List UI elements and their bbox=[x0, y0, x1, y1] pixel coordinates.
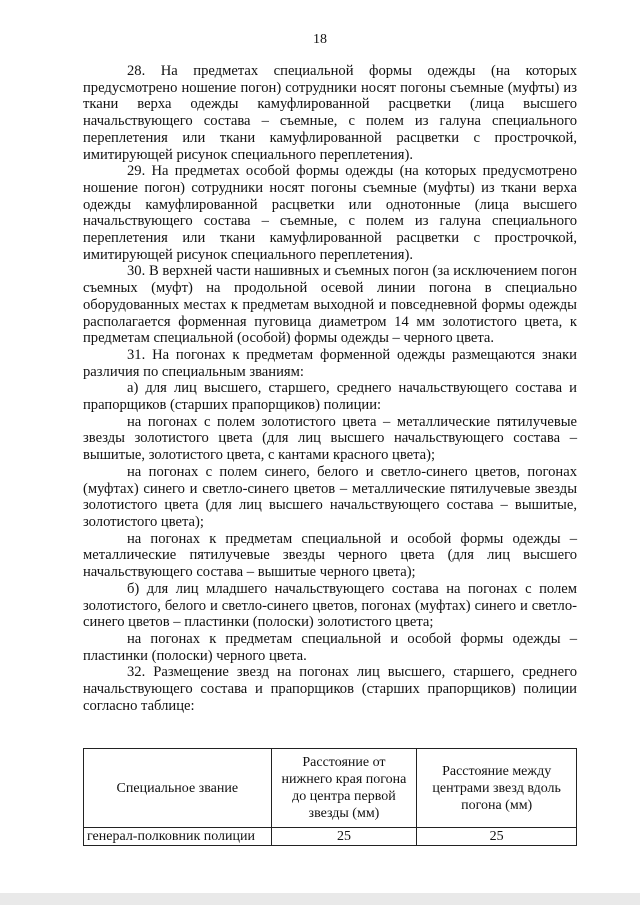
header-rank: Специальное звание bbox=[84, 749, 272, 828]
paragraph-29: 29. На предметах особой формы одежды (на которых предусмотрено ношение погон) сотрудники носят погоны съемные (муфты) из ткани верха одежды камуфлированной расцветки или однотонные (лица высшего начальствующего состава – съемные, с полем из галуна специального переплетения или ткани камуфлированной расцветки с прострочкой, имитирующей рисунок специального переплетения). bbox=[83, 163, 577, 263]
header-distance-between-stars: Расстояние между центрами звезд вдоль погона (мм) bbox=[417, 749, 577, 828]
cell-distance-first-star: 25 bbox=[271, 828, 417, 846]
cell-distance-between-stars: 25 bbox=[417, 828, 577, 846]
paragraph-31-a-gold: на погонах с полем золотистого цвета – металлические пятилучевые звезды золотистого цвета (для лиц высшего начальствующего состава – вышитые, золотистого цвета, с кантами красного цвета); bbox=[83, 413, 577, 464]
cell-rank: генерал-полковник полиции bbox=[84, 828, 272, 846]
paragraph-31-b-special: на погонах к предметам специальной и особой формы одежды – пластинки (полоски) черного цвета. bbox=[83, 630, 577, 664]
table-row bbox=[84, 828, 577, 846]
paragraph-31-a-blue: на погонах с полем синего, белого и светло-синего цветов, погонах (муфтах) синего и светло-синего цветов – металлические пятилучевые звезды золотистого цвета (для лиц высшего начальствующего состава – вышитые, золотистого цвета); bbox=[83, 463, 577, 530]
paragraph-31-b: б) для лиц младшего начальствующего состава на погонах с полем золотистого, белого и светло-синего цветов, погонах (муфтах) синего и светло-синего цветов – пластинки (полоски) золотистого цвета; bbox=[83, 580, 577, 631]
paragraph-31-a-special: на погонах к предметам специальной и особой формы одежды – металлические пятилучевые звезды черного цвета (для лиц высшего начальствующего состава – вышитые черного цвета); bbox=[83, 530, 577, 581]
table-header-row bbox=[84, 749, 577, 828]
header-distance-first-star: Расстояние от нижнего края погона до центра первой звезды (мм) bbox=[271, 749, 417, 828]
paragraph-31: 31. На погонах к предметам форменной одежды размещаются знаки различия по специальным званиям: bbox=[83, 346, 577, 380]
paragraph-30: 30. В верхней части нашивных и съемных погон (за исключением погон съемных (муфт) на продольной осевой линии погона в специально оборудованных местах к предметам выходной и повседневной формы одежды располагается форменная пуговица диаметром 14 мм золотистого цвета, к предметам специальной (особой) формы одежды – черного цвета. bbox=[83, 263, 577, 347]
scan-edge bbox=[0, 893, 640, 905]
document-body bbox=[83, 63, 577, 714]
paragraph-32: 32. Размещение звезд на погонах лиц высшего, старшего, среднего начальствующего состава и прапорщиков (старших прапорщиков) полиции согласно таблице: bbox=[83, 664, 577, 714]
paragraph-28: 28. На предметах специальной формы одежды (на которых предусмотрено ношение погон) сотрудники носят погоны съемные (муфты) из ткани верха одежды камуфлированной расцветки (лица высшего начальствующего состава – съемные, с полем из галуна специального переплетения или ткани камуфлированной расцветки с прострочкой, имитирующей рисунок специального переплетения). bbox=[83, 63, 577, 163]
paragraph-31-a: а) для лиц высшего, старшего, среднего начальствующего состава и прапорщиков (старших прапорщиков) полиции: bbox=[83, 380, 577, 414]
star-placement-table bbox=[83, 748, 577, 846]
page-number: 18 bbox=[313, 32, 327, 47]
